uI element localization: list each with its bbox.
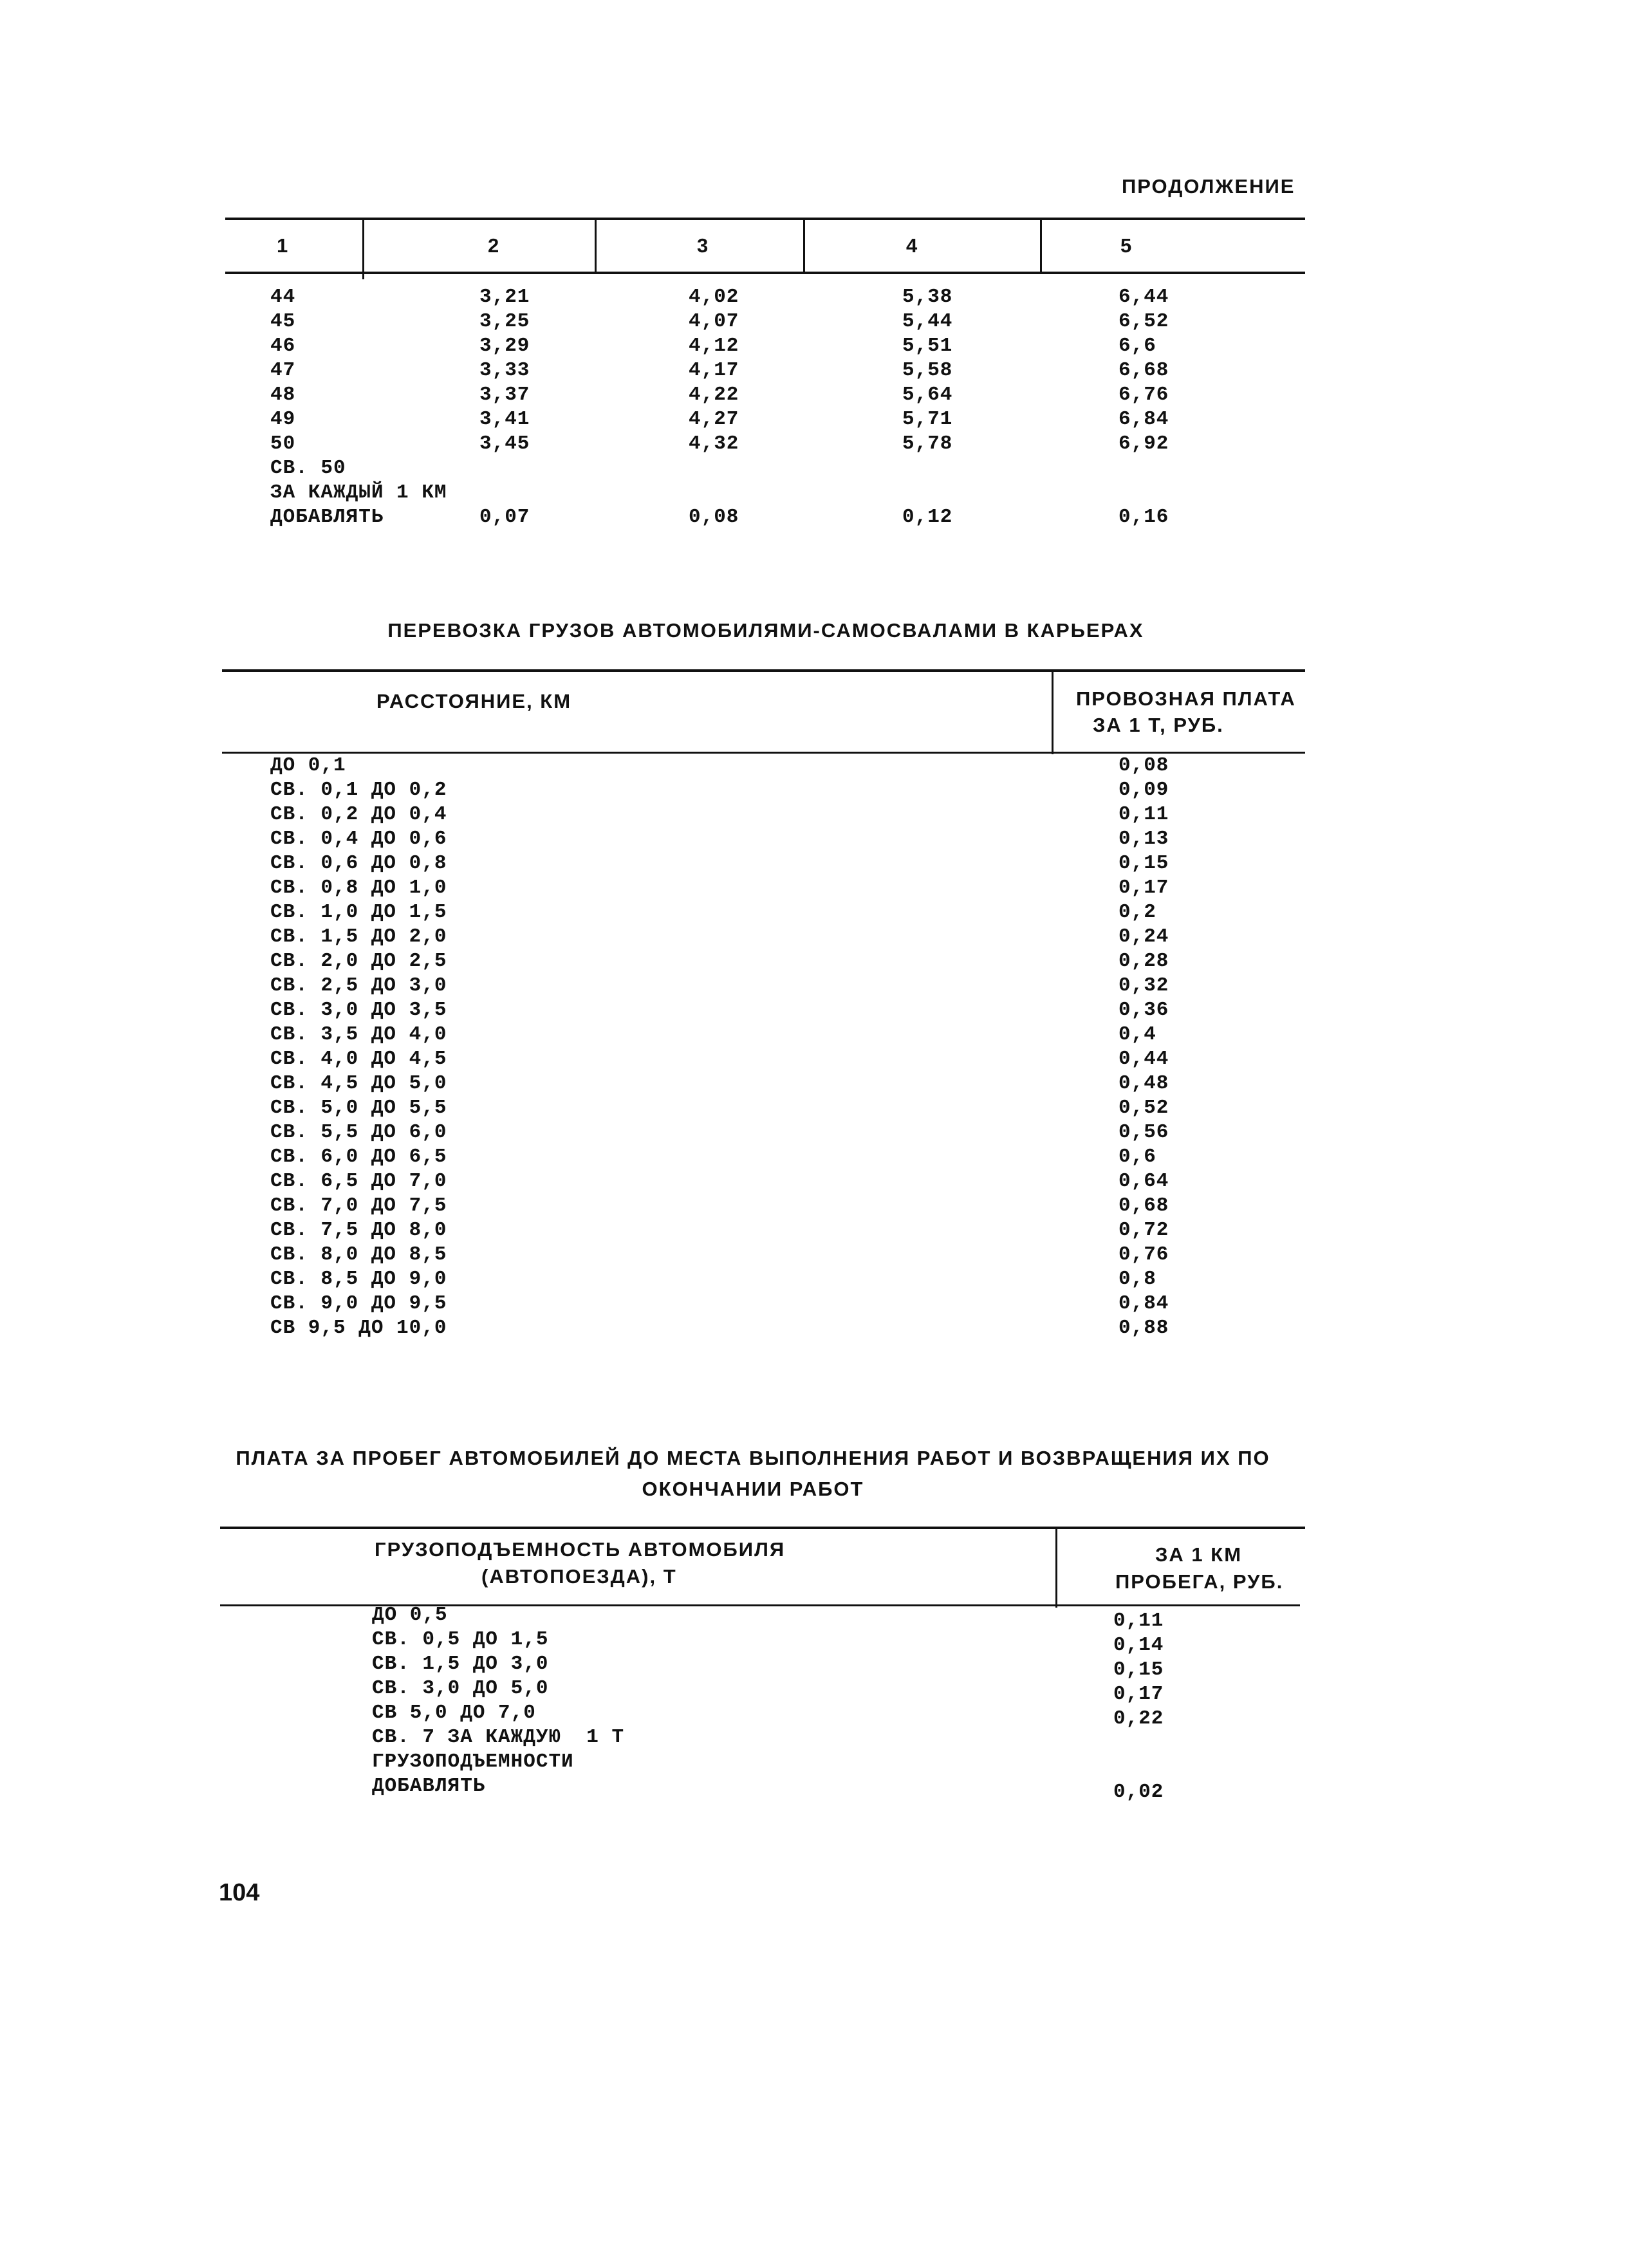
table-cell: 4,12 bbox=[689, 335, 739, 357]
table-cell: 0,15 bbox=[1118, 852, 1169, 875]
table-cell: 0,8 bbox=[1118, 1268, 1156, 1290]
table-cell: СВ. 4,5 ДО 5,0 bbox=[270, 1072, 447, 1095]
table-cell: СВ. 8,0 ДО 8,5 bbox=[270, 1243, 447, 1266]
table-cell: 4,32 bbox=[689, 432, 739, 455]
table-cell: СВ. 0,6 ДО 0,8 bbox=[270, 852, 447, 875]
table-cell: 0,68 bbox=[1118, 1194, 1169, 1217]
table-cell: СВ. 0,5 ДО 1,5 bbox=[372, 1628, 549, 1651]
table-cell: 5,64 bbox=[902, 384, 953, 406]
table-cell: 5,58 bbox=[902, 359, 953, 382]
table-cell: 3,25 bbox=[479, 310, 530, 333]
table-cell: СВ. 2,0 ДО 2,5 bbox=[270, 950, 447, 972]
table-cell: СВ. 6,0 ДО 6,5 bbox=[270, 1146, 447, 1168]
table1-note-value: 0,07 bbox=[479, 506, 530, 528]
table-cell: 3,37 bbox=[479, 384, 530, 406]
table-cell: 0,6 bbox=[1118, 1146, 1156, 1168]
table3-header-rate-line1: ЗА 1 КМ bbox=[1155, 1543, 1243, 1566]
table2-header-distance: РАССТОЯНИЕ, КМ bbox=[376, 690, 572, 712]
table-cell: 0,14 bbox=[1113, 1634, 1164, 1657]
table-cell: СВ. 9,0 ДО 9,5 bbox=[270, 1292, 447, 1315]
table-cell: СВ. 8,5 ДО 9,0 bbox=[270, 1268, 447, 1290]
table-cell: 0,64 bbox=[1118, 1170, 1169, 1193]
table-cell: 0,11 bbox=[1113, 1610, 1164, 1632]
table2-distance-column bbox=[270, 754, 447, 1341]
table3-rate-column bbox=[1113, 1609, 1164, 1731]
table1-col4-values bbox=[902, 285, 952, 456]
note-line: СВ. 7 ЗА КАЖДУЮ 1 Т bbox=[372, 1726, 625, 1749]
table-cell: 0,08 bbox=[1118, 754, 1169, 777]
table-cell: 6,92 bbox=[1118, 432, 1169, 455]
table-cell: 0,52 bbox=[1118, 1097, 1169, 1119]
table-cell: 0,36 bbox=[1118, 999, 1169, 1021]
table1-col-divider bbox=[362, 218, 364, 279]
table-cell: СВ. 2,5 ДО 3,0 bbox=[270, 974, 447, 997]
table-cell: 0,72 bbox=[1118, 1219, 1169, 1241]
table-cell: СВ. 0,2 ДО 0,4 bbox=[270, 803, 447, 826]
table-cell: 4,02 bbox=[689, 286, 739, 308]
table-cell: 0,17 bbox=[1113, 1683, 1164, 1705]
table1-header-col5: 5 bbox=[1120, 234, 1133, 257]
table1-note bbox=[270, 456, 447, 530]
table-cell: 6,84 bbox=[1118, 408, 1169, 431]
table3-capacity-column bbox=[372, 1603, 624, 1799]
table-cell: 5,78 bbox=[902, 432, 953, 455]
table-cell: 3,45 bbox=[479, 432, 530, 455]
table-cell: 5,38 bbox=[902, 286, 953, 308]
table-cell: СВ. 3,5 ДО 4,0 bbox=[270, 1023, 447, 1046]
table-cell: 0,76 bbox=[1118, 1243, 1169, 1266]
table-cell: 0,88 bbox=[1118, 1317, 1169, 1339]
page-number: 104 bbox=[219, 1879, 260, 1906]
table1-header-col4: 4 bbox=[906, 234, 919, 257]
table-cell: 47 bbox=[270, 359, 296, 382]
table1-col-divider bbox=[1040, 218, 1042, 274]
table-cell: 0,15 bbox=[1113, 1658, 1164, 1681]
note-line: ДОБАВЛЯТЬ bbox=[270, 506, 384, 528]
table1-header-col3: 3 bbox=[697, 234, 710, 257]
table3-header-capacity-line2: (АВТОПОЕЗДА), Т bbox=[481, 1565, 677, 1588]
table-cell: 45 bbox=[270, 310, 296, 333]
table1-col-divider bbox=[595, 218, 597, 274]
table3-header-capacity-line1: ГРУЗОПОДЪЕМНОСТЬ АВТОМОБИЛЯ bbox=[375, 1538, 786, 1561]
table-cell: ДО 0,5 bbox=[372, 1604, 448, 1626]
table-cell: 6,68 bbox=[1118, 359, 1169, 382]
note-line: ГРУЗОПОДЪЕМНОСТИ bbox=[372, 1751, 574, 1773]
table-cell: 0,17 bbox=[1118, 877, 1169, 899]
table-cell: 0,4 bbox=[1118, 1023, 1156, 1046]
table1-col1-values bbox=[270, 285, 295, 456]
table-cell: 0,2 bbox=[1118, 901, 1156, 924]
table-cell: СВ. 4,0 ДО 4,5 bbox=[270, 1048, 447, 1070]
table-cell: 4,17 bbox=[689, 359, 739, 382]
table-cell: СВ. 1,5 ДО 2,0 bbox=[270, 925, 447, 948]
table-cell: 3,21 bbox=[479, 286, 530, 308]
table2-top-rule bbox=[222, 669, 1305, 672]
table-cell: 0,48 bbox=[1118, 1072, 1169, 1095]
table-cell: СВ 9,5 ДО 10,0 bbox=[270, 1317, 447, 1339]
table-cell: 0,28 bbox=[1118, 950, 1169, 972]
table-cell: 4,07 bbox=[689, 310, 739, 333]
table-cell: 6,44 bbox=[1118, 286, 1169, 308]
table-cell: 0,11 bbox=[1118, 803, 1169, 826]
table-cell: 0,09 bbox=[1118, 779, 1169, 801]
table3-col-divider bbox=[1055, 1527, 1057, 1608]
note-line: ДОБАВЛЯТЬ bbox=[372, 1775, 486, 1797]
table-cell: СВ. 5,0 ДО 5,5 bbox=[270, 1097, 447, 1119]
table1-note-value: 0,12 bbox=[902, 506, 953, 528]
table1-note-value: 0,16 bbox=[1118, 506, 1169, 528]
table-cell: 6,6 bbox=[1118, 335, 1156, 357]
table-cell: 0,22 bbox=[1113, 1707, 1164, 1730]
table-cell: 6,52 bbox=[1118, 310, 1169, 333]
table-cell: СВ. 0,4 ДО 0,6 bbox=[270, 828, 447, 850]
table-cell: 4,27 bbox=[689, 408, 739, 431]
table1-header-col1: 1 bbox=[277, 234, 290, 257]
section2-title: ПЕРЕВОЗКА ГРУЗОВ АВТОМОБИЛЯМИ-САМОСВАЛАМИ В КАРЬЕРАХ bbox=[387, 619, 1144, 642]
table2-rate-column bbox=[1118, 754, 1169, 1341]
table1-header-col2: 2 bbox=[488, 234, 501, 257]
section3-title-line2: ОКОНЧАНИИ РАБОТ bbox=[642, 1478, 864, 1500]
note-line: СВ. 50 bbox=[270, 457, 346, 479]
table-cell: СВ. 7,0 ДО 7,5 bbox=[270, 1194, 447, 1217]
table-cell: 0,56 bbox=[1118, 1121, 1169, 1144]
table2-header-rate-line1: ПРОВОЗНАЯ ПЛАТА bbox=[1076, 687, 1296, 710]
table-cell: 44 bbox=[270, 286, 296, 308]
table-cell: 48 bbox=[270, 384, 296, 406]
table-cell: СВ. 7,5 ДО 8,0 bbox=[270, 1219, 447, 1241]
table-cell: СВ. 6,5 ДО 7,0 bbox=[270, 1170, 447, 1193]
table-cell: СВ. 1,5 ДО 3,0 bbox=[372, 1653, 549, 1675]
table3-top-rule bbox=[220, 1527, 1305, 1529]
table-cell: 50 bbox=[270, 432, 296, 455]
table-cell: СВ. 0,1 ДО 0,2 bbox=[270, 779, 447, 801]
table3-note-value: 0,02 bbox=[1113, 1781, 1164, 1803]
table-cell: ДО 0,1 bbox=[270, 754, 346, 777]
table1-col5-values bbox=[1118, 285, 1169, 456]
table-cell: 0,84 bbox=[1118, 1292, 1169, 1315]
table-cell: СВ. 1,0 ДО 1,5 bbox=[270, 901, 447, 924]
continuation-label: ПРОДОЛЖЕНИЕ bbox=[1122, 175, 1295, 198]
table-cell: 49 bbox=[270, 408, 296, 431]
table1-top-rule bbox=[225, 218, 1305, 220]
table-cell: 0,24 bbox=[1118, 925, 1169, 948]
section3-title-line1: ПЛАТА ЗА ПРОБЕГ АВТОМОБИЛЕЙ ДО МЕСТА ВЫПОЛНЕНИЯ РАБОТ И ВОЗВРАЩЕНИЯ ИХ ПО bbox=[236, 1447, 1270, 1469]
table-cell: 6,76 bbox=[1118, 384, 1169, 406]
table1-col3-values bbox=[689, 285, 739, 456]
table-cell: 0,44 bbox=[1118, 1048, 1169, 1070]
table-cell: 3,33 bbox=[479, 359, 530, 382]
table-cell: СВ 5,0 ДО 7,0 bbox=[372, 1702, 536, 1724]
table2-header-rate-line2: ЗА 1 Т, РУБ. bbox=[1093, 714, 1224, 736]
table-cell: 5,51 bbox=[902, 335, 953, 357]
table1-note-value: 0,08 bbox=[689, 506, 739, 528]
table-cell: СВ. 0,8 ДО 1,0 bbox=[270, 877, 447, 899]
table-cell: 46 bbox=[270, 335, 296, 357]
table-cell: 5,71 bbox=[902, 408, 953, 431]
table-cell: 3,41 bbox=[479, 408, 530, 431]
table1-col-divider bbox=[803, 218, 805, 274]
table-cell: 5,44 bbox=[902, 310, 953, 333]
table-cell: СВ. 3,0 ДО 5,0 bbox=[372, 1677, 549, 1700]
table2-col-divider bbox=[1052, 669, 1053, 754]
table-cell: 0,13 bbox=[1118, 828, 1169, 850]
table-cell: СВ. 5,5 ДО 6,0 bbox=[270, 1121, 447, 1144]
table-cell: 3,29 bbox=[479, 335, 530, 357]
table-cell: 4,22 bbox=[689, 384, 739, 406]
note-line: ЗА КАЖДЫЙ 1 КМ bbox=[270, 481, 447, 504]
table1-col2-values bbox=[479, 285, 530, 456]
table-cell: СВ. 3,0 ДО 3,5 bbox=[270, 999, 447, 1021]
table-cell: 0,32 bbox=[1118, 974, 1169, 997]
table1-header-rule bbox=[225, 272, 1305, 274]
table3-header-rate-line2: ПРОБЕГА, РУБ. bbox=[1115, 1570, 1284, 1593]
